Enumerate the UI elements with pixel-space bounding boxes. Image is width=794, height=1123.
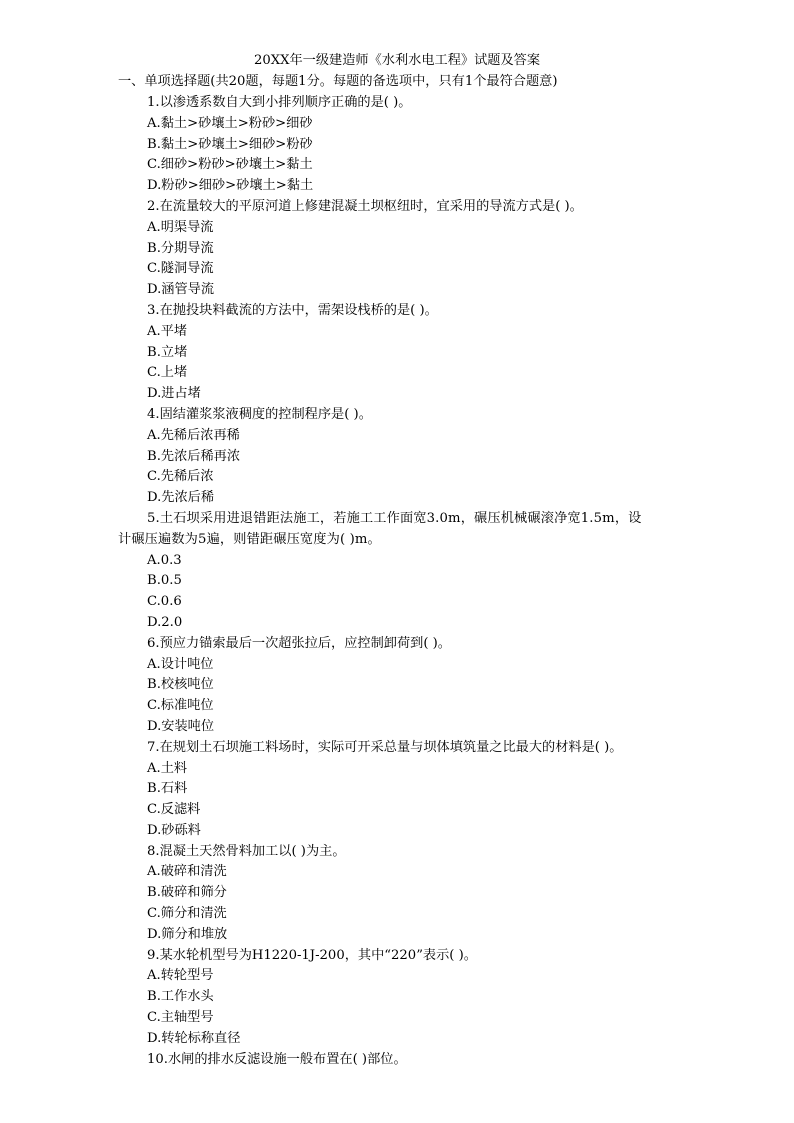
question-stem: 2.在流量较大的平原河道上修建混凝土坝枢纽时，宜采用的导流方式是( )。 xyxy=(147,198,583,214)
answer-option: B.黏土>砂壤土>细砂>粉砂 xyxy=(147,136,313,152)
answer-option: C.反滤料 xyxy=(147,802,201,818)
question-item xyxy=(0,1050,794,1071)
question-stem: 9.某水轮机型号为H1220-1J-200，其中“220”表示( )。 xyxy=(147,947,477,963)
answer-option: D.先浓后稀 xyxy=(147,490,215,506)
question-list xyxy=(0,93,794,1070)
answer-option: D.粉砂>细砂>砂壤土>黏土 xyxy=(147,178,314,194)
answer-option: C.筛分和清洗 xyxy=(147,906,227,922)
answer-option: C.先稀后浓 xyxy=(147,469,214,485)
section-heading: 一、单项选择题(共20题，每题1分。每题的备选项中，只有1个最符合题意) xyxy=(118,74,558,89)
answer-option: D.2.0 xyxy=(147,614,183,630)
answer-option: C.细砂>粉砂>砂壤土>黏土 xyxy=(147,157,313,173)
document-title: 20XX年一级建造师《水利水电工程》试题及答案 xyxy=(253,53,541,68)
question-item xyxy=(0,509,794,634)
answer-option: D.安装吨位 xyxy=(147,718,215,734)
answer-option: A.转轮型号 xyxy=(147,968,214,984)
answer-option: B.破碎和筛分 xyxy=(147,885,227,901)
answer-option: A.0.3 xyxy=(147,552,182,568)
question-item xyxy=(0,405,794,509)
answer-option: B.先浓后稀再浓 xyxy=(147,448,241,464)
question-stem: 6.预应力锚索最后一次超张拉后，应控制卸荷到( )。 xyxy=(147,635,451,651)
question-stem: 10.水闸的排水反滤设施一般布置在( )部位。 xyxy=(147,1051,407,1067)
question-item xyxy=(0,946,794,1050)
question-item xyxy=(0,301,794,405)
answer-option: C.主轴型号 xyxy=(147,1010,214,1026)
question-stem: 3.在抛投块料截流的方法中，需架设栈桥的是( )。 xyxy=(147,302,438,318)
answer-option: D.筛分和堆放 xyxy=(147,926,228,942)
answer-option: D.进占堵 xyxy=(147,386,201,402)
answer-option: D.转轮标称直径 xyxy=(147,1030,241,1046)
answer-option: C.上堵 xyxy=(147,365,188,381)
answer-option: A.先稀后浓再稀 xyxy=(147,427,240,443)
question-stem: 4.固结灌浆浆液稠度的控制程序是( )。 xyxy=(147,406,372,422)
question-stem: 8.混凝土天然骨料加工以( )为主。 xyxy=(147,843,346,859)
answer-option: C.隧洞导流 xyxy=(147,261,214,277)
answer-option: B.0.5 xyxy=(147,573,182,589)
question-stem: 7.在规划土石坝施工料场时，实际可开采总量与坝体填筑量之比最大的材料是( )。 xyxy=(147,739,623,755)
answer-option: B.工作水头 xyxy=(147,989,214,1005)
answer-option: D.砂砾料 xyxy=(147,822,201,838)
answer-option: A.设计吨位 xyxy=(147,656,214,672)
answer-option: C.标准吨位 xyxy=(147,698,214,714)
answer-option: C.0.6 xyxy=(147,594,182,610)
answer-option: B.立堵 xyxy=(147,344,188,360)
question-item xyxy=(0,842,794,946)
question-item xyxy=(0,634,794,738)
question-item xyxy=(0,738,794,842)
answer-option: A.破碎和清洗 xyxy=(147,864,227,880)
answer-option: B.石料 xyxy=(147,781,188,797)
answer-option: B.校核吨位 xyxy=(147,677,214,693)
question-item xyxy=(0,197,794,301)
answer-option: A.黏土>砂壤土>粉砂>细砂 xyxy=(147,115,313,131)
answer-option: A.平堵 xyxy=(147,323,188,339)
question-stem: 1.以渗透系数自大到小排列顺序正确的是( )。 xyxy=(147,95,412,110)
question-item xyxy=(0,93,794,197)
answer-option: A.土料 xyxy=(147,760,188,776)
answer-option: B.分期导流 xyxy=(147,240,214,256)
answer-option: A.明渠导流 xyxy=(147,219,214,235)
question-stem: 5.土石坝采用进退错距法施工，若施工工作面宽3.0m，碾压机械碾滚净宽1.5m，设计碾压遍数为5遍，则错距碾压宽度为( )m。 xyxy=(118,510,642,547)
answer-option: D.涵管导流 xyxy=(147,282,215,298)
